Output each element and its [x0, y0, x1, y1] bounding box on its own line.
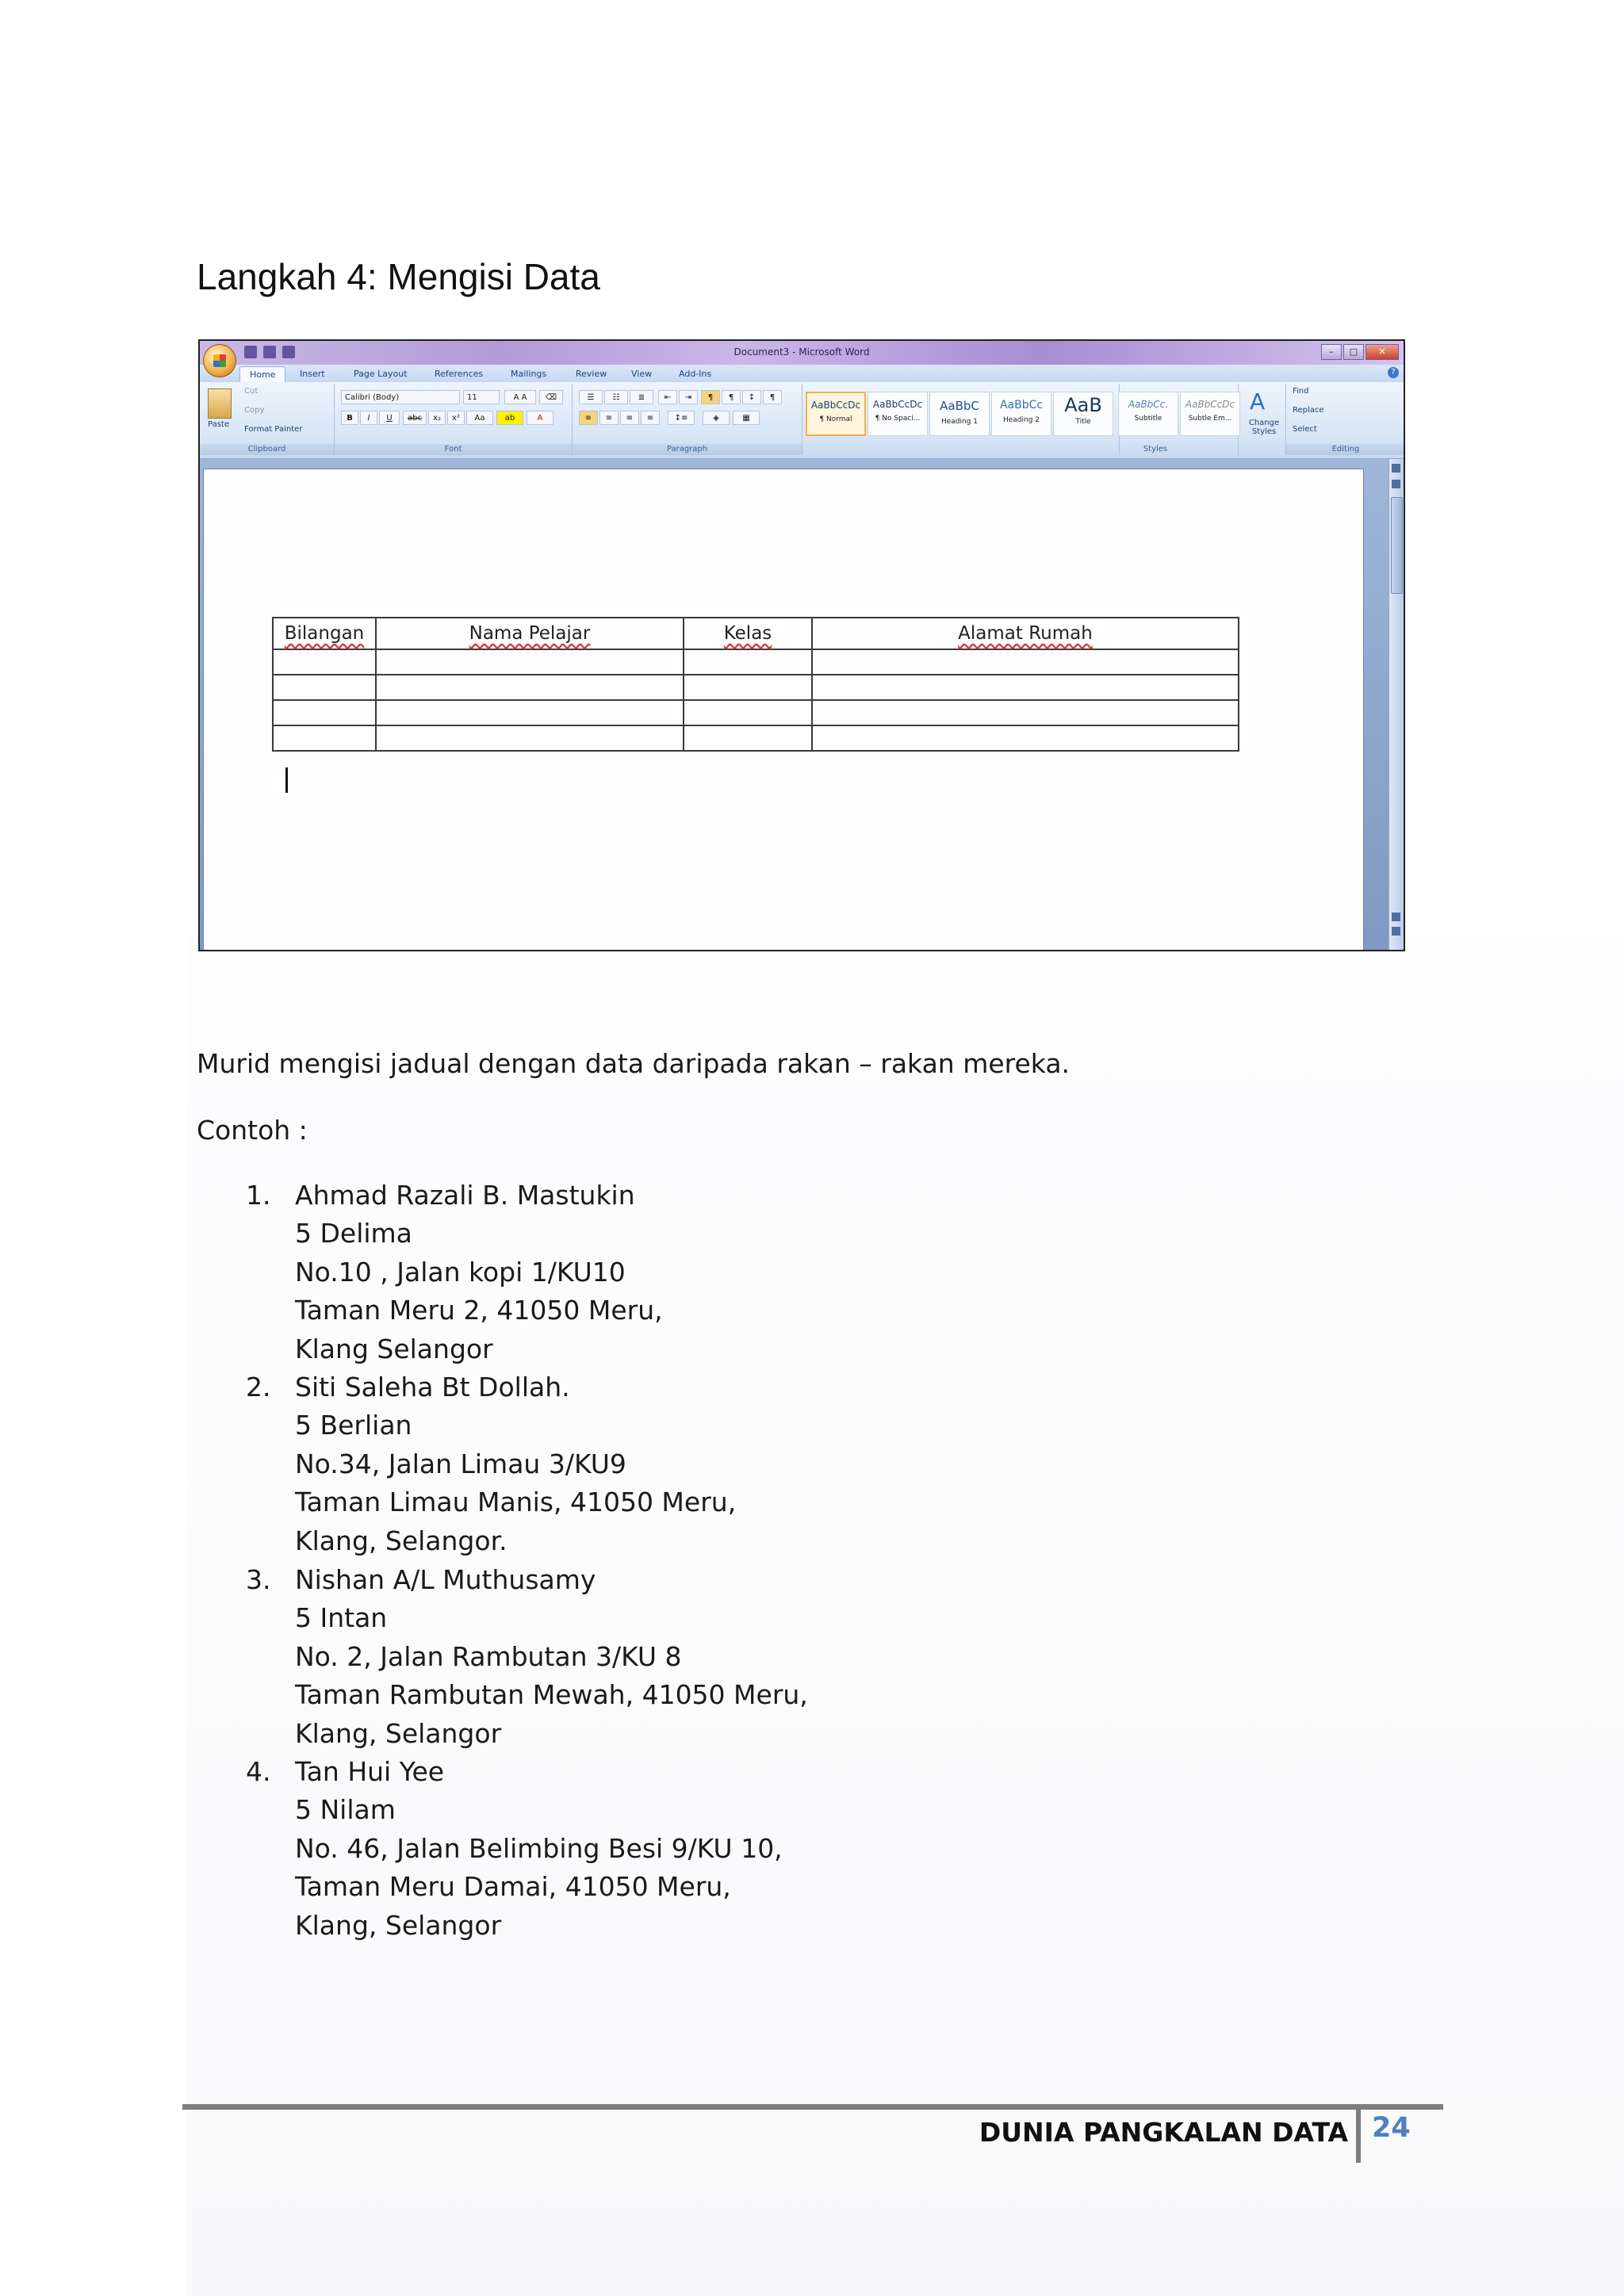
multilevel-list-button[interactable]: ≣ [630, 390, 653, 404]
table-header: Nama Pelajar [376, 618, 684, 649]
highlight-color-button[interactable]: ab [496, 411, 523, 425]
select-button[interactable]: Select [1293, 425, 1317, 434]
word-screenshot [198, 339, 1405, 951]
italic-button[interactable]: I [360, 411, 377, 425]
replace-button[interactable]: Replace [1293, 406, 1324, 415]
list-number: 1. [246, 1180, 271, 1211]
font-label: Font [335, 444, 572, 455]
address-line: No. 46, Jalan Belimbing Besi 9/KU 10, [295, 1833, 783, 1864]
tab-references[interactable]: References [435, 369, 484, 379]
change-styles-button[interactable]: Change Styles [1248, 419, 1280, 436]
style-subtitle[interactable]: AaBbCc. Subtitle [1118, 392, 1178, 436]
scroll-up-icon[interactable] [1392, 480, 1400, 488]
change-case-button[interactable]: Aa [466, 411, 493, 425]
shading-button[interactable]: ◈ [703, 411, 730, 425]
address-line: Taman Meru Damai, 41050 Meru, [295, 1871, 731, 1902]
address-line: Klang Selangor [295, 1334, 493, 1364]
student-class: 5 Intan [295, 1602, 388, 1633]
table-header: Kelas [684, 618, 812, 649]
tab-review[interactable]: Review [576, 369, 607, 379]
contoh-label: Contoh : [197, 1115, 308, 1146]
editing-group [1286, 384, 1405, 455]
table-row[interactable] [273, 700, 1239, 725]
bold-button[interactable]: B [341, 411, 358, 425]
address-line: Taman Rambutan Mewah, 41050 Meru, [295, 1679, 808, 1710]
find-button[interactable]: Find [1293, 387, 1309, 396]
bullets-button[interactable]: ☰ [579, 390, 603, 404]
style-heading-1[interactable]: AaBbC Heading 1 [929, 392, 990, 436]
word-titlebar [200, 341, 1404, 365]
font-color-button[interactable]: A [527, 411, 553, 425]
address-line: Klang, Selangor. [295, 1525, 508, 1556]
grow-shrink-font-button[interactable]: A A [504, 390, 536, 404]
format-painter-button[interactable]: Format Painter [244, 425, 303, 434]
table-row[interactable] [273, 649, 1239, 675]
vertical-scrollbar[interactable] [1388, 459, 1404, 951]
page-heading: Langkah 4: Mengisi Data [197, 256, 600, 297]
student-name: Siti Saleha Bt Dollah. [295, 1372, 570, 1402]
text-cursor [285, 767, 288, 793]
sort-button[interactable]: ↕ [742, 390, 761, 404]
borders-button[interactable]: ▦ [733, 411, 760, 425]
paragraph-label: Paragraph [573, 444, 802, 455]
style-no-spacing[interactable]: AaBbCcDc ¶ No Spaci... [868, 392, 928, 436]
style-heading-2[interactable]: AaBbCc Heading 2 [991, 392, 1051, 436]
student-name: Ahmad Razali B. Mastukin [295, 1180, 635, 1211]
editing-label: Editing [1286, 444, 1405, 455]
line-spacing-button[interactable]: ↕≡ [668, 411, 695, 425]
list-number: 2. [246, 1372, 271, 1402]
address-line: Taman Limau Manis, 41050 Meru, [295, 1487, 737, 1517]
tab-insert[interactable]: Insert [300, 369, 325, 379]
window-controls [1321, 344, 1399, 360]
student-name: Tan Hui Yee [295, 1756, 445, 1787]
word-table[interactable] [272, 617, 1239, 752]
paste-icon[interactable] [208, 388, 232, 419]
table-header: Bilangan [273, 618, 376, 649]
table-row[interactable] [273, 725, 1239, 751]
show-formatting-button[interactable]: ¶ [763, 390, 782, 404]
styles-label: Styles [1143, 445, 1168, 453]
font-group [335, 384, 573, 455]
style-subtle-emphasis[interactable]: AaBbCcDc Subtle Em... [1180, 392, 1240, 436]
table-header: Alamat Rumah [812, 618, 1239, 649]
numbering-button[interactable]: ☷ [604, 390, 628, 404]
document-page[interactable] [203, 469, 1364, 951]
footer-separator [1356, 2109, 1361, 2163]
address-line: No. 2, Jalan Rambutan 3/KU 8 [295, 1641, 682, 1672]
page-number: 24 [1372, 2112, 1411, 2144]
increase-indent-button[interactable]: ⇥ [679, 390, 698, 404]
address-line: Klang, Selangor [295, 1718, 502, 1749]
underline-button[interactable]: U [379, 411, 400, 425]
address-line: No.10 , Jalan kopi 1/KU10 [295, 1257, 626, 1288]
student-class: 5 Berlian [295, 1410, 412, 1441]
ribbon [200, 382, 1404, 459]
font-name-select[interactable]: Calibri (Body) [341, 390, 460, 404]
scroll-down-icon[interactable] [1392, 913, 1400, 921]
style-title[interactable]: AaB Title [1053, 392, 1113, 436]
tab-mailings[interactable]: Mailings [511, 369, 547, 379]
browse-object-icon[interactable] [1392, 927, 1400, 936]
cut-button[interactable]: Cut [244, 387, 259, 396]
table-row[interactable] [273, 675, 1239, 700]
tab-view[interactable]: View [631, 369, 653, 379]
clipboard-group [200, 384, 335, 455]
superscript-button[interactable]: x² [447, 411, 465, 425]
tab-home[interactable]: Home [239, 366, 285, 382]
student-class: 5 Nilam [295, 1794, 396, 1825]
rtl-button[interactable]: ¶ [722, 390, 741, 404]
paste-button[interactable]: Paste [208, 420, 229, 429]
strikethrough-button[interactable]: abc [403, 411, 427, 425]
text-direction-button[interactable]: ¶ [701, 390, 720, 404]
student-name: Nishan A/L Muthusamy [295, 1564, 596, 1595]
change-styles-icon[interactable]: A [1250, 388, 1266, 415]
page-background [187, 936, 1624, 2296]
window-title: Document3 - Microsoft Word [733, 346, 870, 358]
maximize-icon[interactable]: □ [1343, 344, 1364, 360]
address-line: Taman Meru 2, 41050 Meru, [295, 1295, 663, 1326]
address-line: Klang, Selangor [295, 1910, 502, 1941]
minimize-icon[interactable]: – [1321, 344, 1342, 360]
help-icon[interactable]: ? [1388, 367, 1399, 378]
scroll-thumb[interactable] [1391, 497, 1403, 594]
justify-button[interactable]: ≡ [641, 411, 660, 425]
office-button[interactable] [203, 344, 236, 377]
ribbon-tabs [200, 365, 1404, 383]
decrease-indent-button[interactable]: ⇤ [658, 390, 677, 404]
footer-title: DUNIA PANGKALAN DATA [979, 2117, 1348, 2148]
table-header-row [273, 618, 1239, 649]
list-number: 4. [246, 1756, 271, 1787]
font-size-select[interactable]: 11 [463, 390, 500, 404]
student-class: 5 Delima [295, 1218, 412, 1249]
align-left-button[interactable]: ≡ [579, 411, 598, 425]
style-normal[interactable]: AaBbCcDc ¶ Normal [806, 392, 866, 436]
address-line: No.34, Jalan Limau 3/KU9 [295, 1448, 626, 1479]
clear-formatting-button[interactable]: ⌫ [539, 390, 563, 404]
copy-button[interactable]: Copy [244, 406, 265, 415]
change-styles-group [1239, 384, 1286, 455]
ruler-toggle-icon[interactable] [1392, 464, 1400, 473]
list-number: 3. [246, 1564, 271, 1595]
clipboard-label: Clipboard [200, 444, 334, 455]
intro-text: Murid mengisi jadual dengan data daripada rakan – rakan mereka. [197, 1048, 1071, 1079]
tab-page-layout[interactable]: Page Layout [354, 369, 408, 379]
tab-add-ins[interactable]: Add-Ins [679, 369, 712, 379]
document-area [200, 459, 1404, 951]
footer-rule [182, 2104, 1443, 2110]
align-center-button[interactable]: ≡ [599, 411, 619, 425]
close-icon[interactable]: ✕ [1365, 344, 1399, 360]
paragraph-group [573, 384, 802, 455]
subscript-button[interactable]: x₂ [428, 411, 446, 425]
align-right-button[interactable]: ≡ [620, 411, 639, 425]
